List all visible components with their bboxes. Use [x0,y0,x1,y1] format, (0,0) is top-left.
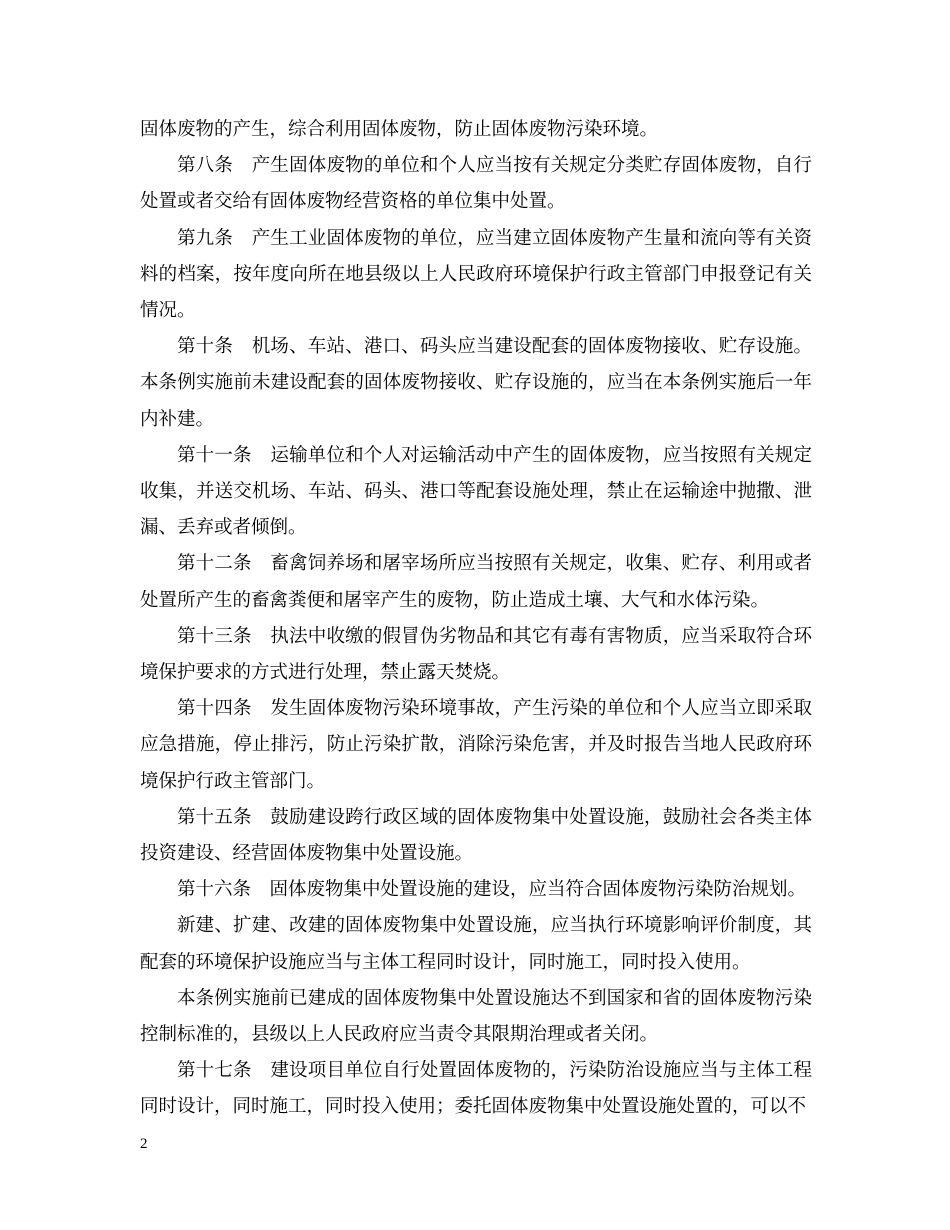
paragraph-article-16: 第十六条 固体废物集中处置设施的建设，应当符合固体废物污染防治规划。 [177,879,807,901]
paragraph-article-13: 第十三条 执法中收缴的假冒伪劣物品和其它有毒有害物质，应当采取符合环境保护要求的方式进行处理，禁止露天焚烧。 [140,625,812,684]
paragraph-article-11: 第十一条 运输单位和个人对运输活动中产生的固体废物，应当按照有关规定收集，并送交机场、车站、码头、港口等配套设施处理，禁止在运输途中抛撒、泄漏、丢弃或者倾倒。 [140,444,812,539]
paragraph-article-14: 第十四条 发生固体废物污染环境事故，产生污染的单位和个人应当立即采取应急措施，停止排污，防止污染扩散，消除污染危害，并及时报告当地人民政府环境保护行政主管部门。 [140,698,812,792]
paragraph-article-17: 第十七条 建设项目单位自行处置固体废物的，污染防治设施应当与主体工程同时设计，同时施工，同时投入使用；委托固体废物集中处置设施处置的，可以不 [140,1060,812,1118]
paragraph-article-10: 第十条 机场、车站、港口、码头应当建设配套的固体废物接收、贮存设施。本条例实施前未建设配套的固体废物接收、贮存设施的，应当在本条例实施后一年内补建。 [140,336,812,430]
paragraph-article-9: 第九条 产生工业固体废物的单位，应当建立固体废物产生量和流向等有关资料的档案，按年度向所在地县级以上人民政府环境保护行政主管部门申报登记有关情况。 [140,227,812,322]
paragraph-article-16-clause-3: 本条例实施前已建成的固体废物集中处置设施达不到国家和省的固体废物污染控制标准的，县级以上人民政府应当责令其限期治理或者关闭。 [140,987,812,1046]
paragraph-article-16-clause-2: 新建、扩建、改建的固体废物集中处置设施，应当执行环境影响评价制度，其配套的环境保护设施应当与主体工程同时设计，同时施工，同时投入使用。 [140,915,812,973]
paragraph-article-8: 第八条 产生固体废物的单位和个人应当按有关规定分类贮存固体废物，自行处置或者交给有固体废物经营资格的单位集中处置。 [140,155,812,213]
page-number: 2 [140,1136,148,1152]
paragraph-article-12: 第十二条 畜禽饲养场和屠宰场所应当按照有关规定，收集、贮存、利用或者处置所产生的畜禽粪便和屠宰产生的废物，防止造成土壤、大气和水体污染。 [140,553,812,611]
document-body [140,112,812,1126]
paragraph-article-15: 第十五条 鼓励建设跨行政区域的固体废物集中处置设施，鼓励社会各类主体投资建设、经营固体废物集中处置设施。 [140,806,812,865]
paragraph: 固体废物的产生，综合利用固体废物，防止固体废物污染环境。 [140,119,659,140]
